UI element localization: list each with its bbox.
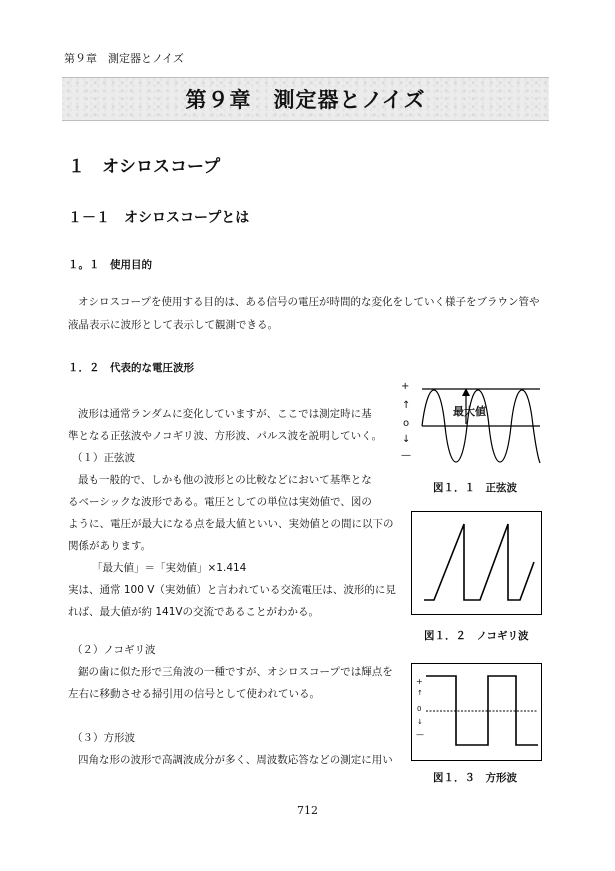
sine-line-1: 最も一般的で、しかも他の波形との比較などにおいて基準とな bbox=[78, 474, 372, 486]
heading-purpose: １。１ 使用目的 bbox=[68, 259, 152, 271]
heading-sine: （１）正弦波 bbox=[72, 452, 135, 464]
saw-line-1: 鋸の歯に似た形で三角波の一種ですが、オシロスコープでは輝点を bbox=[78, 666, 393, 678]
square-line-1: 四角な形の波形で高調波成分が多く、周波数応答などの測定に用い bbox=[78, 754, 393, 766]
purpose-line-1: オシロスコープを使用する目的は、ある信号の電圧が時間的な変化をしていく様子をブラウン管や bbox=[78, 296, 540, 308]
square-axis-up: ↑ bbox=[417, 689, 423, 697]
sine-line-6: れば、最大値が約 141Vの交流であることがわかる。 bbox=[68, 606, 320, 618]
max-value-label: 最大値 bbox=[453, 405, 486, 418]
square-axis-zero: 0 bbox=[417, 705, 422, 713]
caption-square: 図１．３ 方形波 bbox=[433, 772, 517, 784]
figure-square bbox=[411, 663, 542, 761]
axis-plus-label: + bbox=[401, 381, 410, 392]
figure-sawtooth bbox=[411, 511, 542, 615]
sine-line-2: るベーシックな波形である。電圧としての単位は実効値で、図の bbox=[68, 496, 372, 508]
sine-line-4: 関係があります。 bbox=[68, 540, 152, 552]
waveforms-intro-2: 準となる正弦波やノコギリ波、方形波、パルス波を説明していく。 bbox=[68, 430, 382, 442]
page-number: 712 bbox=[297, 804, 318, 817]
square-axis-down: ↓ bbox=[417, 718, 423, 726]
sine-wave-diagram bbox=[400, 378, 550, 468]
chapter-banner bbox=[62, 77, 549, 121]
running-header: 第９章 測定器とノイズ bbox=[64, 52, 184, 65]
purpose-line-2: 液晶表示に波形として表示して観測できる。 bbox=[68, 319, 278, 331]
section-title: １ オシロスコープ bbox=[68, 157, 221, 177]
axis-minus-label: — bbox=[401, 450, 411, 461]
heading-waveforms: １．２ 代表的な電圧波形 bbox=[68, 362, 194, 374]
axis-up-arrow: ↑ bbox=[402, 400, 411, 411]
axis-down-arrow: ↓ bbox=[402, 434, 411, 445]
caption-sawtooth: 図１．２ ノコギリ波 bbox=[424, 630, 529, 642]
waveforms-intro-1: 波形は通常ランダムに変化していますが、ここでは測定時に基 bbox=[78, 408, 372, 420]
square-axis-minus: — bbox=[416, 730, 424, 739]
caption-sine: 図１．１ 正弦波 bbox=[433, 482, 517, 494]
heading-square: （３）方形波 bbox=[72, 732, 135, 744]
sine-line-3: ように、電圧が最大になる点を最大値といい、実効値との間に以下の bbox=[68, 518, 394, 530]
heading-saw: （２）ノコギリ波 bbox=[72, 644, 156, 656]
axis-zero-label: o bbox=[403, 418, 410, 429]
chapter-title: 第９章 測定器とノイズ bbox=[185, 88, 426, 112]
saw-line-2: 左右に移動させる掃引用の信号として使われている。 bbox=[68, 688, 320, 700]
figure-sine bbox=[400, 378, 550, 468]
subsection-title: １－１ オシロスコープとは bbox=[68, 210, 250, 226]
sawtooth-diagram bbox=[412, 512, 541, 614]
sine-formula: 「最大値」＝「実効値」×1.414 bbox=[92, 562, 247, 574]
sine-line-5: 実は、通常 100 V（実効値）と言われている交流電圧は、波形的に見 bbox=[68, 584, 396, 596]
square-wave-diagram bbox=[412, 664, 541, 760]
square-axis-plus: + bbox=[416, 677, 423, 686]
